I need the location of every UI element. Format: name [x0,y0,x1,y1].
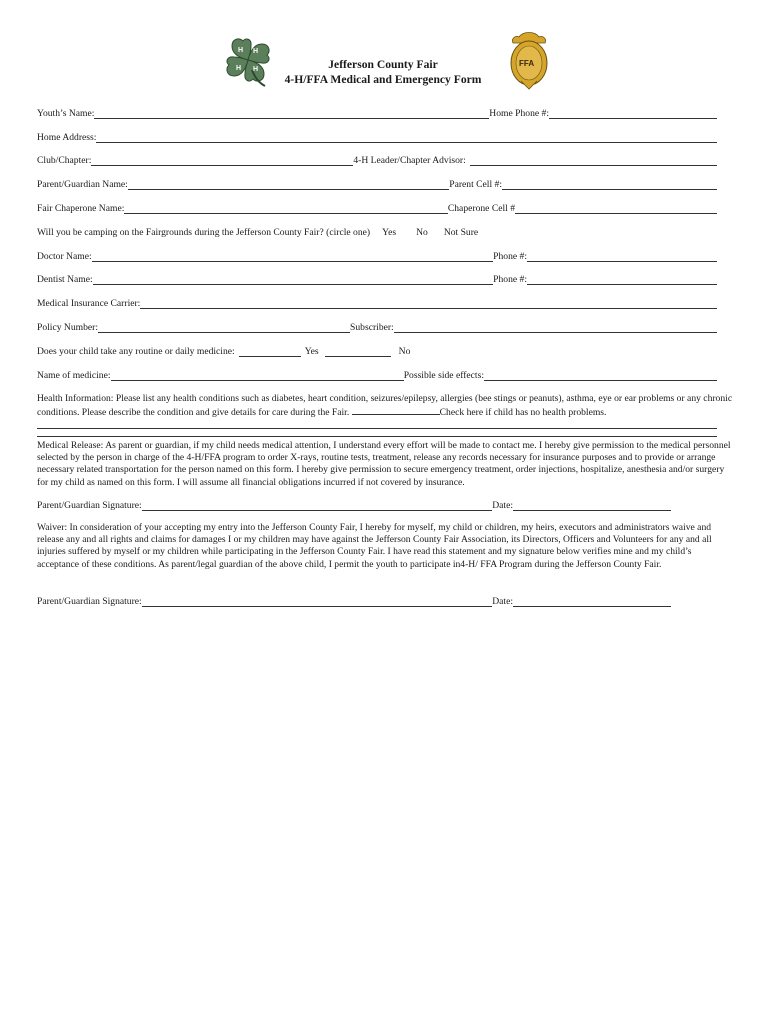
doctor-name-field[interactable] [92,252,494,262]
side-effects-label: Possible side effects: [403,370,484,381]
row-parent-name [37,179,717,191]
medicine-name-field[interactable] [111,371,404,381]
health-details-line-2[interactable] [37,436,717,437]
row-chaperone [37,203,717,215]
row-policy [37,322,717,334]
row-camping [37,227,717,239]
home-address-field[interactable] [96,133,717,143]
signature-2-label: Parent/Guardian Signature: [37,596,142,607]
camping-question: Will you be camping on the Fairgrounds during the Jefferson County Fair? (circle one) [37,227,371,238]
subscriber-field[interactable] [394,323,717,333]
chaperone-name-label: Fair Chaperone Name: [37,203,125,214]
row-medicine-question [37,346,717,358]
row-home-address [37,132,717,144]
youth-name-label: Youth’s Name: [37,108,95,119]
policy-number-label: Policy Number: [37,322,99,333]
medicine-option-no[interactable]: No [398,346,411,357]
row-insurance [37,298,717,310]
health-information-text: Health Information: Please list any health conditions such as diabetes, heart condition, seizures/epilepsy, allergies (bee stings or peanuts), asthma, eye or ear problems or any chronic conditions. Please describe the condition and give details for care during the Fair. [37,393,733,419]
doctor-phone-label: Phone #: [493,251,527,262]
signature-1-label: Parent/Guardian Signature: [37,500,142,511]
club-chapter-field[interactable] [91,156,353,166]
signature-1-field[interactable] [142,501,493,511]
medical-release: Medical Release: As parent or guardian, if my child needs medical attention, I understand every effort will be made to contact me. I hereby give permission to the medical personnel selected by the person in charge of the 4-H/FFA program to order X-rays, routine tests, treatment, release any records necessary for insurance purposes and to provide or arrange necessary related transportation for the person named on this form. I hereby give permission to secure emergency treatment, order injections, hospitalize, anesthesia and/or surgery for my child as named on this form. I will assume all financial obligations incurred if not covered by insurance. [37,440,731,488]
camping-option-not-sure[interactable]: Not Sure [443,227,479,238]
svg-text:H: H [238,47,244,54]
dentist-name-label: Dentist Name: [37,274,93,285]
leader-advisor-label: 4-H Leader/Chapter Advisor: [353,155,466,166]
chaperone-cell-field[interactable] [515,204,717,214]
svg-text:FFA: FFA [519,59,535,68]
health-details-line-1[interactable] [37,428,717,429]
chaperone-cell-label: Chaperone Cell # [447,203,515,214]
doctor-name-label: Doctor Name: [37,251,92,262]
signature-2-field[interactable] [142,597,493,607]
date-2-field[interactable] [513,597,671,607]
row-doctor [37,251,717,263]
dentist-phone-field[interactable] [527,275,717,285]
dentist-phone-label: Phone #: [493,274,527,285]
row-club-chapter [37,155,717,167]
form-title [258,57,508,87]
side-effects-field[interactable] [484,371,717,381]
date-2-label: Date: [492,596,513,607]
camping-option-no[interactable]: No [416,227,428,238]
health-information [37,393,737,419]
club-chapter-label: Club/Chapter: [37,155,92,166]
dentist-name-field[interactable] [93,275,493,285]
title-line-2: 4-H/FFA Medical and Emergency Form [284,73,482,86]
waiver: Waiver: In consideration of your accepting my entry into the Jefferson County Fair, I hereby for myself, my child or children, my heirs, executors and administrators waive and release any and all rights and claims for damages I or my children may have against the Jefferson County Fair Association, its Directors, Officers and Volunteers for any and all injuries suffered by myself or my children while participating in the Jefferson County Fair. I have read this statement and my signature below verifies mine and my child’s acceptance of these conditions. As parent/legal guardian of the above child, I permit the youth to participate in4-H/ FFA Program during the Jefferson County Fair. [37,522,712,570]
svg-text:H: H [253,48,259,55]
medicine-option-yes[interactable]: Yes [304,346,319,357]
camping-option-yes[interactable]: Yes [382,227,397,238]
policy-number-field[interactable] [98,323,350,333]
medicine-blank-1[interactable] [239,347,301,357]
svg-text:H: H [236,65,242,72]
insurance-carrier-label: Medical Insurance Carrier: [37,298,141,309]
row-youth-name [37,108,717,120]
chaperone-name-field[interactable] [124,204,447,214]
medicine-question: Does your child take any routine or daily medicine: [37,346,235,357]
ffa-emblem-logo [505,29,553,93]
no-health-problems-checkbox[interactable] [352,405,440,415]
parent-cell-field[interactable] [502,180,717,190]
medicine-blank-2[interactable] [325,347,391,357]
home-address-label: Home Address: [37,132,97,143]
no-health-problems-label: Check here if child has no health problems. [439,407,607,419]
parent-name-label: Parent/Guardian Name: [37,179,128,190]
medicine-name-label: Name of medicine: [37,370,111,381]
svg-text:H: H [253,66,259,73]
subscriber-label: Subscriber: [350,322,394,333]
doctor-phone-field[interactable] [527,252,717,262]
date-1-label: Date: [492,500,513,511]
date-1-field[interactable] [513,501,671,511]
home-phone-field[interactable] [549,109,717,119]
insurance-carrier-field[interactable] [140,299,717,309]
row-signature-2 [37,596,671,608]
parent-cell-label: Parent Cell #: [449,179,502,190]
parent-name-field[interactable] [128,180,449,190]
youth-name-field[interactable] [94,109,489,119]
home-phone-label: Home Phone #: [489,108,549,119]
leader-advisor-field[interactable] [470,156,717,166]
row-medicine-name [37,370,717,382]
title-line-1: Jefferson County Fair [328,58,438,71]
row-dentist [37,274,717,286]
row-signature-1 [37,500,671,512]
